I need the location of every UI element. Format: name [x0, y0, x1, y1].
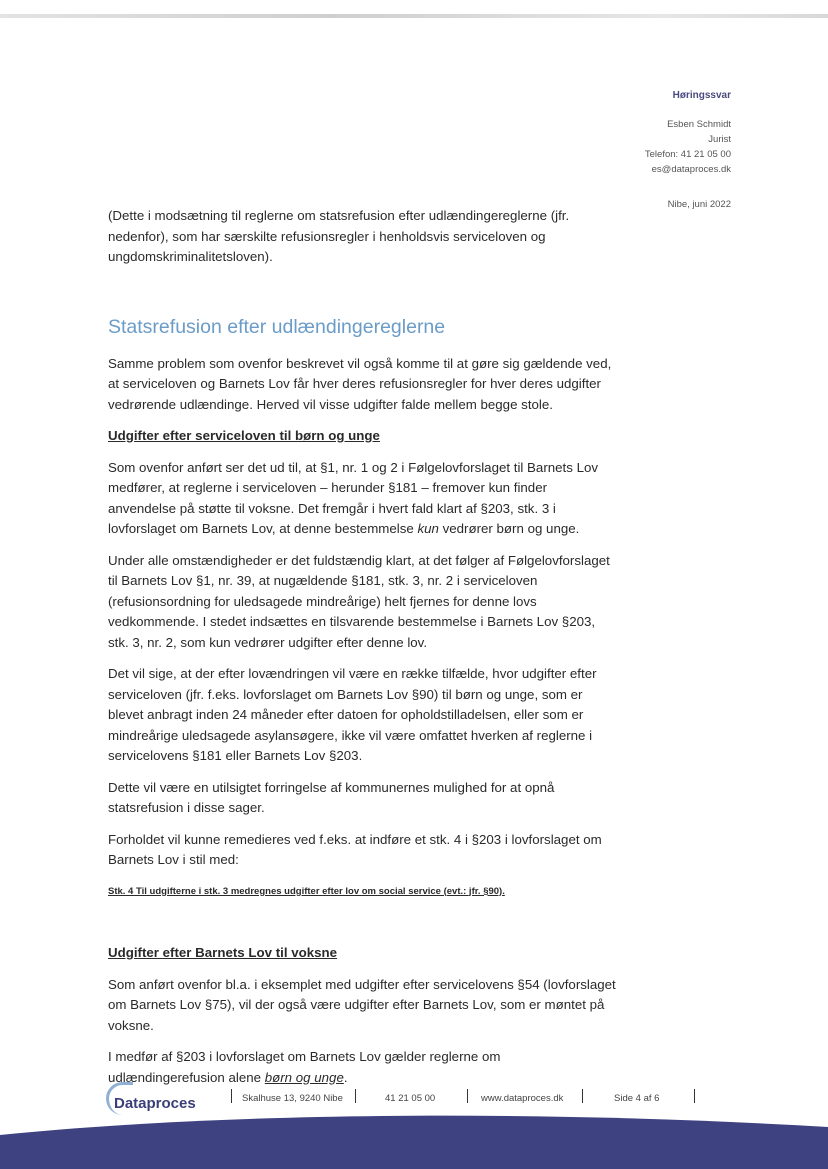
- logo-text: Dataproces: [114, 1095, 196, 1112]
- footer-address: Skalhuse 13, 9240 Nibe: [242, 1093, 343, 1104]
- footer-web: www.dataproces.dk: [481, 1093, 564, 1104]
- document-body: [108, 206, 616, 1099]
- footer-divider: [231, 1089, 232, 1103]
- text-run: vedrører børn og unge.: [438, 521, 580, 536]
- emphasis: kun: [417, 521, 439, 536]
- letter-header: [511, 88, 731, 212]
- header-title: Høringssvar: [672, 90, 731, 101]
- footer-divider: [467, 1089, 468, 1103]
- subheading: Udgifter efter Barnets Lov til voksne: [108, 945, 338, 960]
- proposed-text: Stk. 4 Til udgifterne i stk. 3 medregnes udgifter efter lov om social service (evt.: jfr. §90).: [108, 885, 505, 897]
- paragraph: Dette vil være en utilsigtet forringelse af kommunernes mulighed for at opnå statsrefusion i disse sager.: [108, 779, 555, 815]
- letter-date: Nibe, juni 2022: [667, 199, 731, 210]
- paragraph: Under alle omstændigheder er det fuldstændig klart, at det følger af Følgelovforslaget til Barnets Lov §1, nr. 39, at nugældende §181, stk. 3, nr. 2 i serviceloven (refusionsordning for uledsagede mindreårige) helt fjernes for denne lovs vedkommende. I stedet indsættes en tilsvarende bestemmelse i Barnets Lov §203, stk. 3, nr. 2, som kun vedrører udgifter efter denne lov.: [108, 552, 610, 650]
- footer-wave-band: [0, 1109, 828, 1169]
- paragraph: Som anført ovenfor bl.a. i eksemplet med udgifter efter servicelovens §54 (lovforslaget om Barnets Lov §75), vil der også være udgifter efter Barnets Lov, som er møntet på voksne.: [108, 976, 616, 1033]
- text-run: .: [343, 1069, 348, 1085]
- footer-divider: [582, 1089, 583, 1103]
- scan-edge: [0, 14, 828, 18]
- text-run: I medfør af §203 i lovforslaget om Barnets Lov gælder reglerne om udlændingerefusion alene: [108, 1049, 501, 1085]
- author-name: Esben Schmidt: [667, 119, 731, 130]
- footer-divider: [694, 1089, 695, 1103]
- footer-phone: 41 21 05 00: [385, 1093, 436, 1104]
- subheading: Udgifter efter serviceloven til børn og unge: [108, 428, 380, 443]
- author-phone: Telefon: 41 21 05 00: [644, 149, 731, 160]
- text-run: Som ovenfor anført ser det ud til, at §1, nr. 1 og 2 i Følgelovforslaget til Barnets Lov medfører, at reglerne i serviceloven – herunder §181 – fremover kun finder anvendelse på støtte til voksne. Det fremgår i hvert fald klart af §203, stk. 3 i lovforslaget om Barnets Lov, at denne bestemmelse: [108, 459, 599, 536]
- author-email: es@dataproces.dk: [651, 164, 731, 175]
- paragraph: (Dette i modsætning til reglerne om statsrefusion efter udlændingereglerne (jfr. nedenfor), som har særskilte refusionsregler i henholdsvis serviceloven og ungdomskriminalitetsloven).: [108, 208, 570, 264]
- paragraph: Forholdet vil kunne remedieres ved f.eks. at indføre et stk. 4 i §203 i lovforslaget om Barnets Lov i stil med:: [108, 831, 602, 867]
- paragraph: Det vil sige, at der efter lovændringen vil være en række tilfælde, hvor udgifter efter serviceloven (jfr. f.eks. lovforslaget om Barnets Lov §90) til børn og unge, som er blevet anbragt inden 24 måneder efter datoen for opholdstilladelsen, eller som er mindreårige uledsagede asylansøgere, ikke vil være omfattet hverken af reglerne i servicelovens §181 eller Barnets Lov §203.: [108, 666, 597, 763]
- paragraph: [108, 458, 616, 540]
- author-role: Jurist: [708, 134, 731, 145]
- paragraph: Samme problem som ovenfor beskrevet vil også komme til at gøre sig gældende ved, at serviceloven og Barnets Lov får hver deres refusionsregler for hver deres udgifter vedrørende udlændinge. Herved vil visse udgifter falde mellem begge stole.: [108, 355, 612, 412]
- footer-page-number: Side 4 af 6: [614, 1093, 660, 1104]
- footer-divider: [355, 1089, 356, 1103]
- section-title: Statsrefusion efter udlændingereglerne: [108, 315, 446, 338]
- emphasis: børn og unge: [264, 1069, 344, 1085]
